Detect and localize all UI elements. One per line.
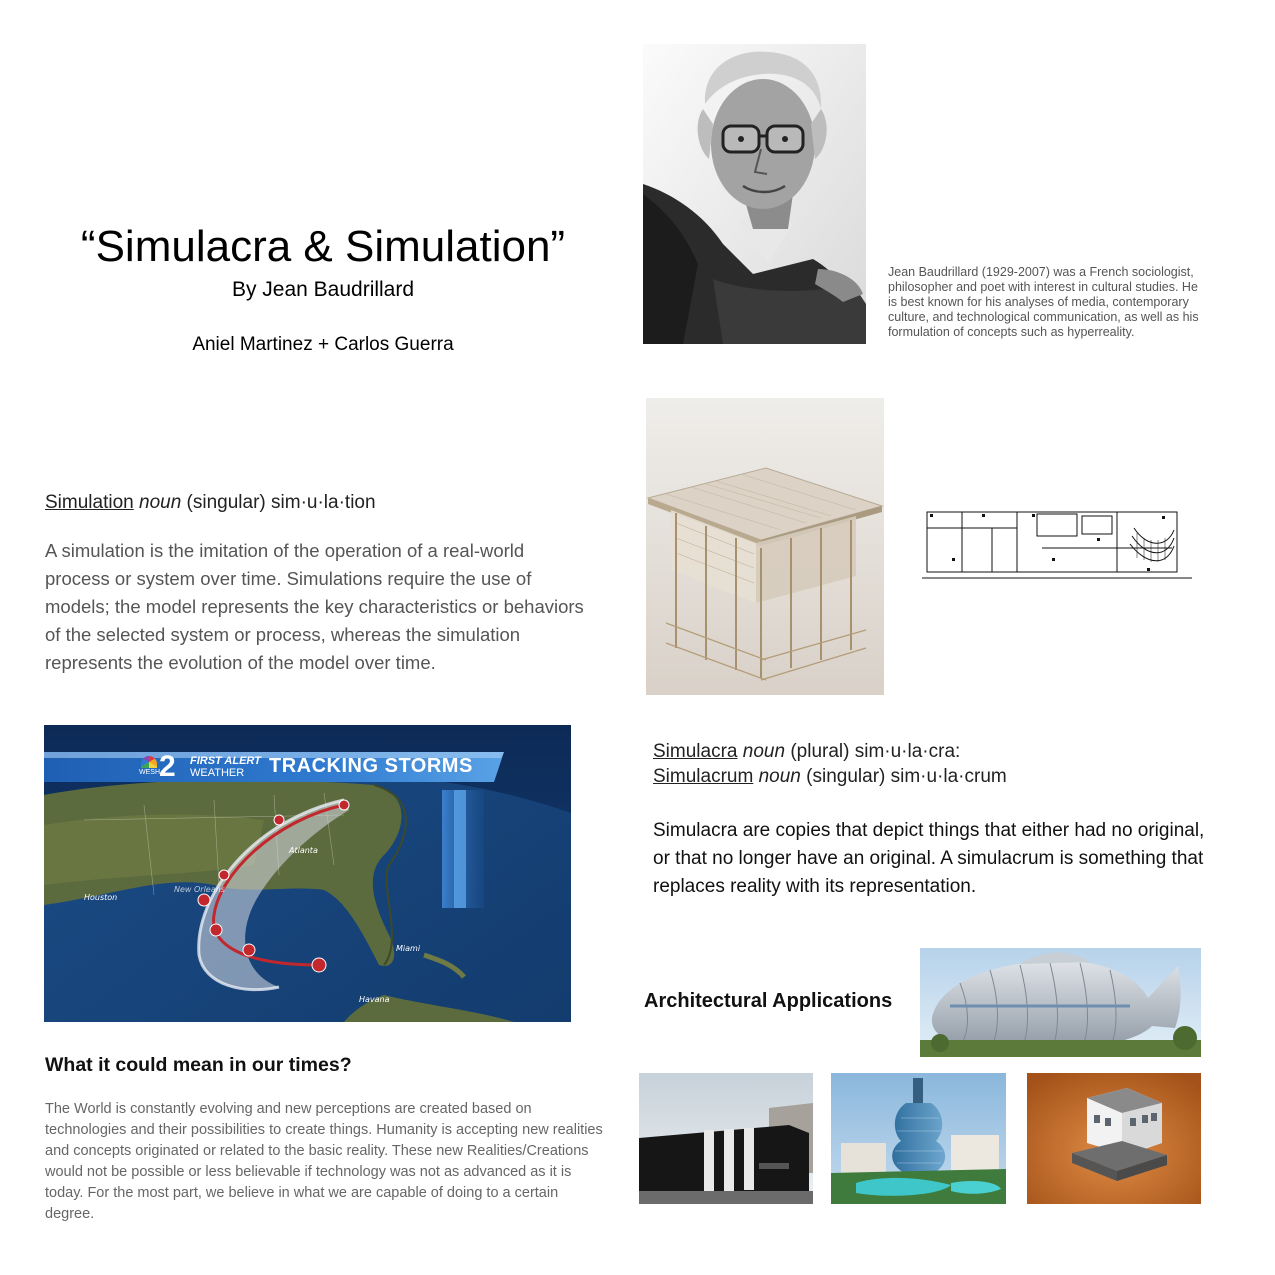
simulation-pronunciation: (singular) sim·u·la·tion [181,492,376,513]
floor-plan-drawing [922,508,1202,586]
simulacra-line [653,739,1007,764]
simulacra-definition-heading [653,739,1007,789]
guitar-hotel-photo [831,1073,1006,1204]
station-logo [139,750,183,783]
byline: By Jean Baudrillard [231,278,415,301]
first-alert-label: FIRST ALERT [190,755,261,767]
peacock-icon [141,756,157,768]
miniature-house-model-photo [1027,1073,1201,1204]
fish-building-photo [920,948,1201,1057]
question-text: The World is constantly evolving and new perceptions are created based on technologies and their possibilities to create things. Humanity is accepting new realities and concepts originated or related to the basic reality. These new Realities/Creations would not be possible or less believable if technology was not as advanced as it is today. For the most part, we believe in what we are capable of doing to a certain degree. [45,1101,603,1222]
simulacrum-line [653,764,1007,789]
page-title: “Simulacra & Simulation” [80,222,566,271]
simulation-definition-heading [45,492,376,514]
station-callsign: WESH [139,769,160,776]
city-label-houston: Houston [84,893,118,902]
simulation-term: Simulation [45,492,134,513]
city-label-havana: Havana [359,995,390,1004]
city-label-miami: Miami [396,944,421,953]
baudrillard-portrait [643,44,866,344]
black-white-striped-building-photo [639,1073,813,1204]
simulacra-pronunciation: (plural) sim·u·la·cra: [785,741,961,762]
city-label-new-orleans: New Orleans [174,885,225,894]
simulacra-noun-label: noun [742,741,786,762]
simulacra-definition-text: Simulacra are copies that depict things that either had no original, or that no longer have an original. A simulacrum is something that replaces reality with its representation. [653,820,1205,897]
baudrillard-bio: Jean Baudrillard (1929-2007) was a French sociologist, philosopher and poet with interest in cultural studies. He is best known for his analyses of media, contemporary culture, and technological communication, as well as his formulation of concepts such as hyperreality. [888,265,1199,339]
simulacrum-pronunciation: (singular) sim·u·la·crum [800,766,1007,787]
simulacrum-noun-label: noun [758,766,801,787]
simulation-noun-label: noun [139,492,182,513]
storm-tracking-image [44,725,571,1022]
authors: Aniel Martinez + Carlos Guerra [192,334,454,355]
city-label-atlanta: Atlanta [289,846,318,855]
tracking-storms-headline: TRACKING STORMS [269,755,473,777]
channel-number: 2 [159,750,176,783]
question-heading: What it could mean in our times? [45,1054,352,1076]
weather-label: WEATHER [190,767,245,779]
simulacrum-term: Simulacrum [653,766,754,787]
simulacra-term: Simulacra [653,741,738,762]
architectural-applications-heading: Architectural Applications [644,990,893,1012]
simulation-definition-text: A simulation is the imitation of the operation of a real-world process or system over time. Simulations require the use of models; the model represents the key characteristics or behaviors of the selected system or process, whereas the simulation represents the evolution of the model over time. [45,540,584,673]
architectural-model-photo [646,398,884,695]
